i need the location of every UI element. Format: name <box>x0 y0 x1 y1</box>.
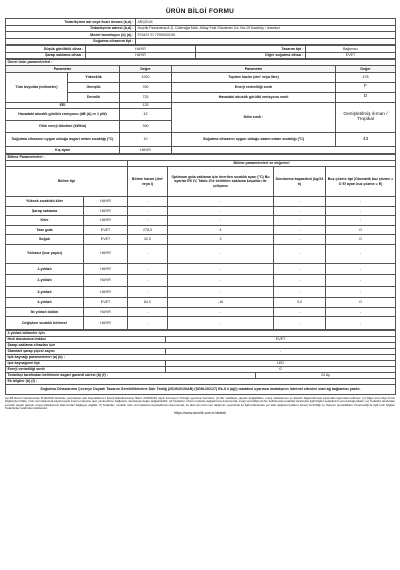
general-section-label: Genel ürün parametreleri : <box>6 60 396 66</box>
compartment-name: 4-yıldızlı <box>6 298 84 308</box>
compartment-volume: - <box>128 307 168 317</box>
min-temp-label: Soğutma cihazının uygun olduğu asgari ortam sıcaklığı (°C) <box>6 133 120 147</box>
freeze-capacity-header: Dondurma kapasitesi (kg/24 h) <box>274 167 326 197</box>
compartment-row <box>6 225 396 235</box>
compartment-temp: -18 <box>168 298 274 308</box>
compartment-temp: 2 <box>168 235 274 245</box>
height-value: 1920 <box>120 72 172 82</box>
eei-label: EEI <box>6 102 120 109</box>
device-type-table <box>5 45 396 59</box>
compartment-row <box>6 244 396 263</box>
winter-setting-value: HAYIR <box>120 147 172 154</box>
compartment-name: 2-yıldızlı <box>6 275 84 287</box>
width-label: Genişlik <box>68 82 120 92</box>
compartment-row <box>6 206 396 216</box>
compartment-row <box>6 286 396 298</box>
compartment-temp: 4 <box>168 225 274 235</box>
depth-label: Derinlik <box>68 92 120 102</box>
height-label: Yükseklik <box>68 72 120 82</box>
extra-info-table <box>5 330 396 395</box>
wine-device-value: HAYIR <box>86 52 196 59</box>
light-source-section-label: Işık kaynağı parametreleri (a) (b) : <box>6 355 396 361</box>
dimensions-label: Tüm boyutlar (milimetre) <box>6 72 68 102</box>
fast-freeze-value: EVET <box>166 337 396 343</box>
compartment-defrost-type: O <box>326 235 396 245</box>
wine-device-label: Şarap saklama cihazı : <box>6 52 86 59</box>
compartment-params-header: Bölme parametreleri ve değerleri <box>128 160 396 167</box>
compartment-row <box>6 275 396 287</box>
max-temp-label: Soğutma cihazının uygun olduğu azami ortam sıcaklığı (°C) <box>172 133 336 147</box>
supplier-address-label: Tedarikçinin adresi (b,d) : <box>6 25 136 32</box>
compartment-defrost-type: - <box>326 317 396 330</box>
standard-bottle-value: - <box>166 349 396 355</box>
compartment-freeze-capacity: - <box>274 197 326 207</box>
model-value: 576437 EI 7299020195 <box>136 32 396 39</box>
compartment-freeze-capacity: - <box>274 317 326 330</box>
recommended-temp-header: Optimum gıda saklama için önerilen sıcaklık ayarı (°C) Bu ayarlar EK IV, Tablo 3'te belirtilen saklama koşulları ile çelişmez <box>168 167 274 197</box>
compartment-volume: - <box>128 317 168 330</box>
general-params-table <box>5 59 396 154</box>
eei-value: 125 <box>120 102 172 109</box>
standard-bottle-label: Standart şarap şişesi sayısı <box>6 349 166 355</box>
compartment-temp: - <box>168 307 274 317</box>
compartment-name: Yüksek sıcaklıklı kiler <box>6 197 84 207</box>
compartment-volume: - <box>128 197 168 207</box>
light-type-label: Işık kaynağının tipi <box>6 361 166 367</box>
compartment-name: Yıldızsız (buz yapıcı) <box>6 244 84 263</box>
footnote: (a) AB Resmi Gazetesinde 5/12/2019 tarihinde yayımlanan Işık Kaynaklarının Enerji Etiketlemesine İlişkin 2019/2015 sayılı Komisyon Tüzüğü uyarınca hazırlanır. (b) Bu maddede yapılan değişiklikler, enerji etiketlemesi ve tüketici bilgilendirmesi açısından ilgili kabul edilmez. (c) Diğer ürün bilgi formu bilgileriyle birlikte, ürün veri tabanında kayıtlı kayıtlı internet sitesine olan yönlendirme bağlantısı vasıtasıyla değer değiştirilebilir. (d) Tedarikçi, ürünü modelde değiştirmesi durumunda, enerji verimliliği sınıfını belirlemede tedarikçi tarafından ilgili bilgiler tedarikçinin sorumluluğundadır. (e) Tedarikçi tarafından sunulan asgari garanti, enerji etiketlemesi bakımından bağlayıcı değildir. (f) Tedarikçi, modelin ürün veri tabanına kaydedilmesi durumunda, bu alan için ürün veri tabanının uyumluluk ile ilgili bölümünde yer alan değerleri kullanır. Enerji Verimliliği ve Tasarım Gereklilikleri Yönetmeliği ile ilgili ürün bilgileri Tedarikçiler tarafından doldurulur. <box>5 396 395 410</box>
supplier-name-label: Tedarikçinin adı veya ticari ünvanı (b,d) : <box>6 19 136 26</box>
max-temp-value: 43 <box>336 133 396 147</box>
compartment-defrost-type: - <box>326 244 396 263</box>
compartment-name: Taze gıda <box>6 225 84 235</box>
compartment-defrost-type: - <box>326 216 396 226</box>
compartment-volume: - <box>128 275 168 287</box>
additional-info-text: Soğutma Cihazlarının Çevreye Duyarlı Tasarım Gereklilikleriine Dair Tebliğ (2019/2019/AB) (SGM-2021/7) Ek-II 4 (a)(i) maddesi uyarınca imalatçının internet sitesine olan ağ bağlantısı yazılır. <box>6 385 396 395</box>
param-header-2: Parametre <box>172 66 336 73</box>
support-url: https://www.arcelik.com.tr/destek <box>173 411 227 416</box>
compartment-defrost-type: - <box>326 286 396 298</box>
winter-setting-label: Kış ayarı <box>6 147 120 154</box>
compartment-present: HAYIR <box>84 197 128 207</box>
design-type-label: Tasarım tipi : <box>196 46 306 53</box>
total-volume-value: 478 <box>336 72 396 82</box>
compartment-freeze-capacity: - <box>274 235 326 245</box>
compartment-name: İki yıldızlı bölüm <box>6 307 84 317</box>
compartment-type-header: Bölme tipi <box>6 167 128 197</box>
noise-emission-label: Havadaki akustik gürültü emisyonu (dB (A) re 1 pW) <box>6 109 120 121</box>
value-header: Değer <box>120 66 172 73</box>
climate-value: Genişletilmiş ılıman / Tropikal <box>336 102 396 133</box>
compartment-volume: - <box>128 216 168 226</box>
four-star-label: 4 yıldızlı bölmeler için <box>6 331 396 337</box>
compartment-temp: - <box>168 244 274 263</box>
page-title: ÜRÜN BİLGİ FORMU <box>165 8 235 15</box>
defrost-type-header: Buz çözme tipi (Otomatik buz çözme = O El ayarı buz çözme = E) <box>326 167 396 197</box>
compartment-row <box>6 263 396 275</box>
design-type-value: Bağımsız <box>306 46 396 53</box>
compartment-section-label: Bölme Parametreleri : <box>6 154 396 160</box>
compartment-temp: - <box>168 263 274 275</box>
compartment-freeze-capacity: - <box>274 206 326 216</box>
compartment-present: HAYIR <box>84 263 128 275</box>
compartment-volume: 32,0 <box>128 235 168 245</box>
compartment-row <box>6 317 396 330</box>
compartment-temp: - <box>168 275 274 287</box>
additional-info-label: Ek bilgiler (b) (f) : <box>6 379 396 385</box>
compartment-row <box>6 197 396 207</box>
compartment-present: EVET <box>84 225 128 235</box>
compartment-freeze-capacity: - <box>274 225 326 235</box>
compartment-defrost-type: - <box>326 263 396 275</box>
compartment-defrost-type: - <box>326 197 396 207</box>
compartment-freeze-capacity: - <box>274 275 326 287</box>
compartment-present: EVET <box>84 235 128 245</box>
compartment-name: Soğuk <box>6 235 84 245</box>
compartment-temp: - <box>168 197 274 207</box>
value-header-2: Değer <box>336 66 396 73</box>
noise-class-value: D <box>336 92 396 102</box>
param-header: Parametre <box>6 66 120 73</box>
compartment-row <box>6 307 396 317</box>
warranty-label: Tedarikçi tarafından belirlenen asgari garanti süresi (b) (f) : <box>6 373 256 379</box>
compartment-name: 1-yıldızlı <box>6 263 84 275</box>
compartment-row <box>6 216 396 226</box>
noise-emission-value: 42 <box>120 109 172 121</box>
light-type-value: LED <box>166 361 396 367</box>
noise-class-label: Havadaki akustik gürültü emisyonu sınıfı <box>172 92 336 102</box>
supplier-table <box>5 18 396 45</box>
compartment-temp: - <box>168 206 274 216</box>
min-temp-value: 10 <box>120 133 172 147</box>
compartment-temp: - <box>168 216 274 226</box>
model-label: Model tanımlayıcı (b) (d) : <box>6 32 136 39</box>
compartment-freeze-capacity: - <box>274 263 326 275</box>
compartment-defrost-type: - <box>326 275 396 287</box>
total-volume-label: Toplam hacim (dm³ veya litre) <box>172 72 336 82</box>
width-value: 760 <box>120 82 172 92</box>
supplier-name: ARÇELİK <box>136 19 396 26</box>
compartment-volume: 84,0 <box>128 298 168 308</box>
compartment-volume: - <box>128 263 168 275</box>
compartment-present: HAYIR <box>84 216 128 226</box>
compartment-defrost-type: - <box>326 307 396 317</box>
compartment-temp: - <box>168 286 274 298</box>
compartment-freeze-capacity: - <box>274 286 326 298</box>
light-energy-class-label: Enerji verimliliği sınıfı <box>6 367 166 373</box>
compartment-volume: 278,0 <box>128 225 168 235</box>
compartment-temp: - <box>168 317 274 330</box>
compartment-name: Şarap saklama <box>6 206 84 216</box>
supplier-address: Arçelik Pazarlama A.Ş. Caferağa Mah. Albay Faik Sözdener Cd. No:19 Kadıköy / İstanbul <box>136 25 396 32</box>
compartment-volume-header: Bölme hacmi (dm³ veya l) <box>128 167 168 197</box>
warranty-value: 24 Ay <box>256 373 396 379</box>
low-noise-label: Düşük gürültülü cihaz : <box>6 46 86 53</box>
compartment-present: HAYIR <box>84 317 128 330</box>
low-noise-value: HAYIR <box>86 46 196 53</box>
light-energy-class-value: G <box>166 367 396 373</box>
annual-energy-value: 390 <box>120 121 172 133</box>
compartment-volume: - <box>128 244 168 263</box>
compartment-defrost-type: O <box>326 298 396 308</box>
compartment-name: Değişken sıcaklık bölmesi <box>6 317 84 330</box>
compartment-defrost-type: - <box>326 206 396 216</box>
energy-class-label: Enerji verimliliği sınıfı <box>172 82 336 92</box>
compartment-name: Kiler <box>6 216 84 226</box>
other-device-value: EVET <box>306 52 396 59</box>
compartment-defrost-type: O <box>326 225 396 235</box>
compartment-present: HAYIR <box>84 307 128 317</box>
other-device-label: Diğer soğutma cihazı : <box>196 52 306 59</box>
depth-value: 725 <box>120 92 172 102</box>
compartment-volume: - <box>128 206 168 216</box>
compartment-present: HAYIR <box>84 206 128 216</box>
compartment-freeze-capacity: - <box>274 244 326 263</box>
compartment-present: HAYIR <box>84 244 128 263</box>
compartment-freeze-capacity: - <box>274 307 326 317</box>
fast-freeze-label: Hızlı dondurma imkânı <box>6 337 166 343</box>
climate-label: İklim sınıfı : <box>172 102 336 133</box>
wine-storage-label: Şarap saklama cihazları için <box>6 343 396 349</box>
compartment-volume: - <box>128 286 168 298</box>
compartment-name: 3-yıldızlı <box>6 286 84 298</box>
annual-energy-label: Yıllık enerji tüketimi (kWh/a) <box>6 121 120 133</box>
compartment-row <box>6 235 396 245</box>
compartment-present: HAYIR <box>84 275 128 287</box>
compartment-freeze-capacity: - <box>274 216 326 226</box>
device-type-label: Soğutma cihazının tipi : <box>6 38 136 45</box>
compartment-table <box>5 154 396 331</box>
compartment-present: HAYIR <box>84 286 128 298</box>
compartment-row <box>6 298 396 308</box>
energy-class-value: F <box>336 82 396 92</box>
compartment-present: EVET <box>84 298 128 308</box>
compartment-freeze-capacity: 3,0 <box>274 298 326 308</box>
